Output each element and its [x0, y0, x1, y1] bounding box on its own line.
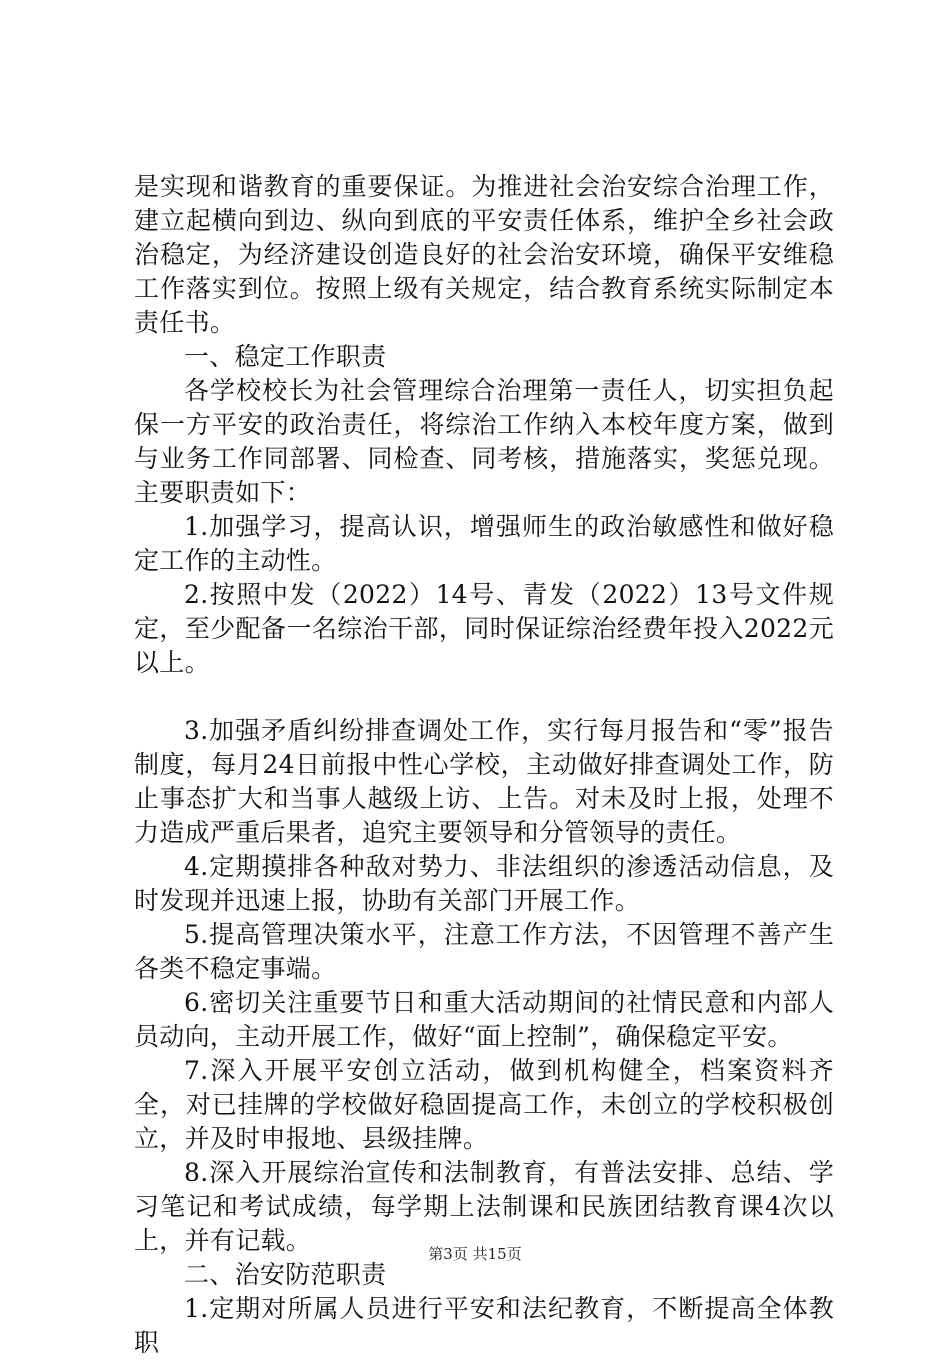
list-item-security-1: 1.定期对所属人员进行平安和法纪教育，不断提高全体教职 [134, 1294, 834, 1357]
paragraph-gap [134, 680, 834, 714]
list-item-8: 8.深入开展综治宣传和法制教育，有普法安排、总结、学习笔记和考试成绩，每学期上法制课和民族团结教育课4次以上，并有记载。 [134, 1158, 834, 1255]
list-item-4: 4.定期摸排各种敌对势力、非法组织的渗透活动信息，及时发现并迅速上报，协助有关部门开展工作。 [134, 852, 834, 915]
list-item-7: 7.深入开展平安创立活动，做到机构健全，档案资料齐全，对已挂牌的学校做好稳固提高工作，未创立的学校积极创立，并及时申报地、县级挂牌。 [134, 1056, 834, 1153]
section-heading-stability: 一、稳定工作职责 [184, 342, 387, 371]
paragraph-principal-duty: 各学校校长为社会管理综合治理第一责任人，切实担负起保一方平安的政治责任，将综治工作纳入本校年度方案，做到与业务工作同部署、同检查、同考核，措施落实，奖惩兑现。主要职责如下： [134, 376, 834, 507]
list-item-1: 1.加强学习，提高认识，增强师生的政治敏感性和做好稳定工作的主动性。 [134, 512, 834, 575]
list-item-5: 5.提高管理决策水平，注意工作方法，不因管理不善产生各类不稳定事端。 [134, 920, 834, 983]
page-number-footer: 第3页 共15页 [428, 1245, 522, 1263]
list-item-3: 3.加强矛盾纠纷排查调处工作，实行每月报告和“零”报告制度，每月24日前报中性心学校，主动做好排查调处工作，防止事态扩大和当事人越级上访、上告。对未及时上报，处理不力造成严重后果者，追究主要领导和分管领导的责任。 [134, 716, 834, 847]
list-item-2: 2.按照中发（2022）14号、青发（2022）13号文件规定，至少配备一名综治干部，同时保证综治经费年投入2022元以上。 [134, 580, 834, 677]
paragraph-intro: 是实现和谐教育的重要保证。为推进社会治安综合治理工作，建立起横向到边、纵向到底的平安责任体系，维护全乡社会政治稳定，为经济建设创造良好的社会治安环境，确保平安维稳工作落实到位。按照上级有关规定，结合教育系统实际制定本责任书。 [134, 172, 834, 337]
list-item-6: 6.密切关注重要节日和重大活动期间的社情民意和内部人员动向，主动开展工作，做好“面上控制”，确保稳定平安。 [134, 988, 834, 1051]
section-heading-security: 二、治安防范职责 [184, 1260, 387, 1289]
document-body [134, 170, 834, 1360]
